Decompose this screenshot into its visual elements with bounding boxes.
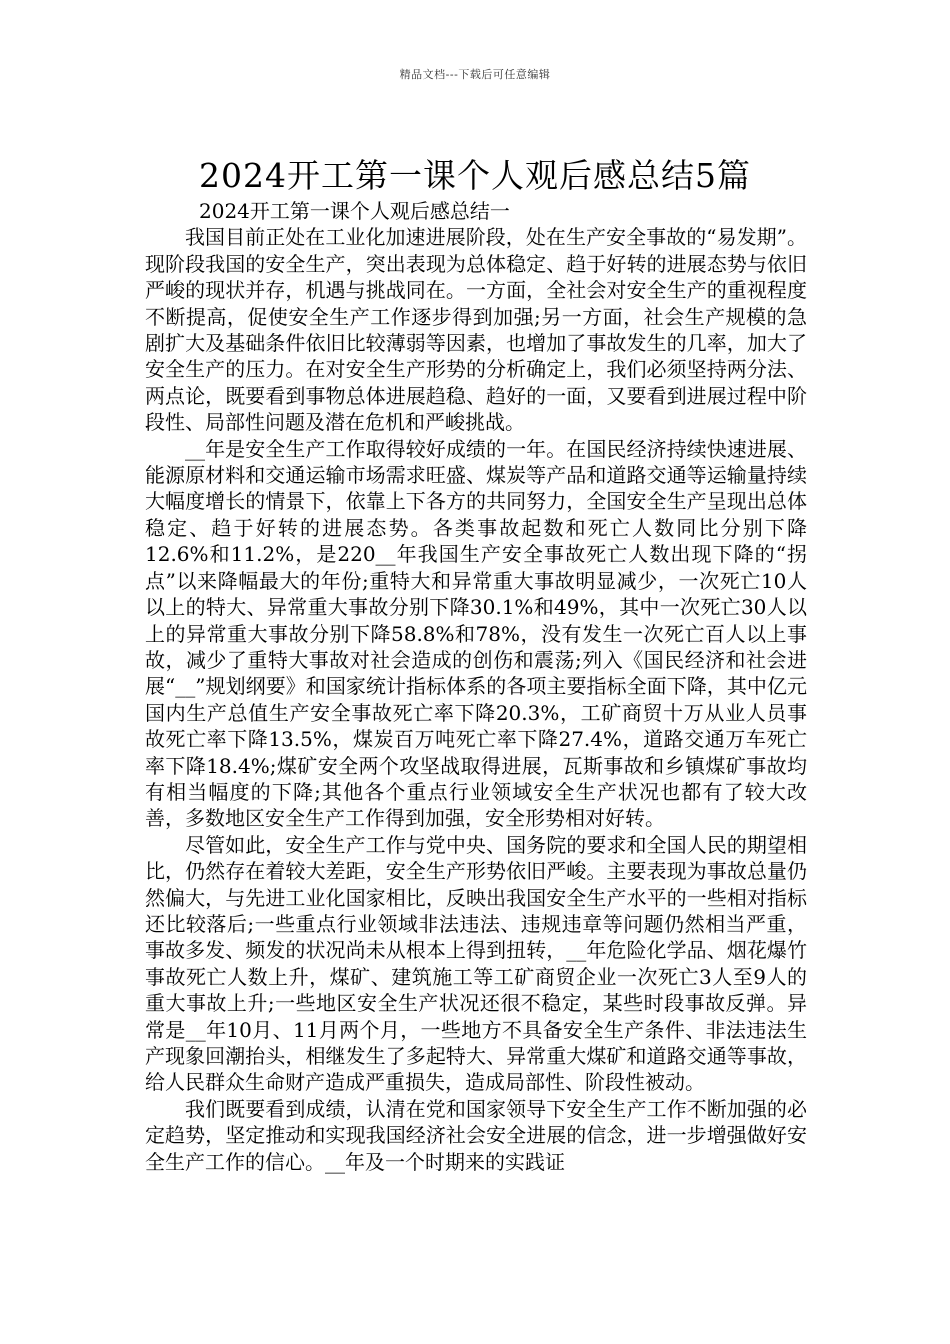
body-paragraph: __年是安全生产工作取得较好成绩的一年。在国民经济持续快速进展、能源原材料和交通运输市场需求旺盛、煤炭等产品和道路交通等运输量持续大幅度增长的情景下，依靠上下各方的共同努力，全国安全生产呈现出总体稳定、趋于好转的进展态势。各类事故起数和死亡人数同比分别下降12.6%和11.2%，是220__年我国生产安全事故死亡人数出现下降的“拐点”以来降幅最大的年份;重特大和异常重大事故明显减少，一次死亡10人以上的特大、异常重大事故分别下降30.1%和49%，其中一次死亡30人以上的异常重大事故分别下降58.8%和78%，没有发生一次死亡百人以上事故，减少了重特大事故对社会造成的创伤和震荡;列入《国民经济和社会进展“__”规划纲要》和国家统计指标体系的各项主要指标全面下降，其中亿元国内生产总值生产安全事故死亡率下降20.3%，工矿商贸十万从业人员事故死亡率下降13.5%，煤炭百万吨死亡率下降27.4%，道路交通万车死亡率下降18.4%;煤矿安全两个攻坚战取得进展，瓦斯事故和乡镇煤矿事故均有相当幅度的下降;其他各个重点行业领域安全生产状况也都有了较大改善，多数地区安全生产工作得到加强，安全形势相对好转。 xyxy=(145,436,807,831)
section-subtitle: 2024开工第一课个人观后感总结一 xyxy=(199,199,510,223)
document-title: 2024开工第一课个人观后感总结5篇 xyxy=(199,156,751,196)
body-paragraph: 尽管如此，安全生产工作与党中央、国务院的要求和全国人民的期望相比，仍然存在着较大差距，安全生产形势依旧严峻。主要表现为事故总量仍然偏大，与先进工业化国家相比，反映出我国安全生产水平的一些相对指标还比较落后;一些重点行业领域非法违法、违规违章等问题仍然相当严重，事故多发、频发的状况尚未从根本上得到扭转，__年危险化学品、烟花爆竹事故死亡人数上升，煤矿、建筑施工等工矿商贸企业一次死亡3人至9人的重大事故上升;一些地区安全生产状况还很不稳定，某些时段事故反弹。异常是__年10月、11月两个月，一些地方不具备安全生产条件、非法违法生产现象回潮抬头，相继发生了多起特大、异常重大煤矿和道路交通等事故，给人民群众生命财产造成严重损失，造成局部性、阶段性被动。 xyxy=(145,832,807,1095)
header-note: 精品文档---下载后可任意编辑 xyxy=(399,68,551,81)
document-body xyxy=(145,198,807,1175)
body-paragraph: 我们既要看到成绩，认清在党和国家领导下安全生产工作不断加强的必定趋势，坚定推动和实现我国经济社会安全进展的信念，进一步增强做好安全生产工作的信心。__年及一个时期来的实践证 xyxy=(145,1096,807,1174)
body-paragraph: 我国目前正处在工业化加速进展阶段，处在生产安全事故的“易发期”。现阶段我国的安全生产，突出表现为总体稳定、趋于好转的进展态势与依旧严峻的现状并存，机遇与挑战同在。一方面，全社会对安全生产的重视程度不断提高，促使安全生产工作逐步得到加强;另一方面，社会生产规模的急剧扩大及基础条件依旧比较薄弱等因素，也增加了事故发生的几率，加大了安全生产的压力。在对安全生产形势的分析确定上，我们必须坚持两分法、两点论，既要看到事物总体进展趋稳、趋好的一面，又要看到进展过程中阶段性、局部性问题及潜在危机和严峻挑战。 xyxy=(145,225,807,435)
